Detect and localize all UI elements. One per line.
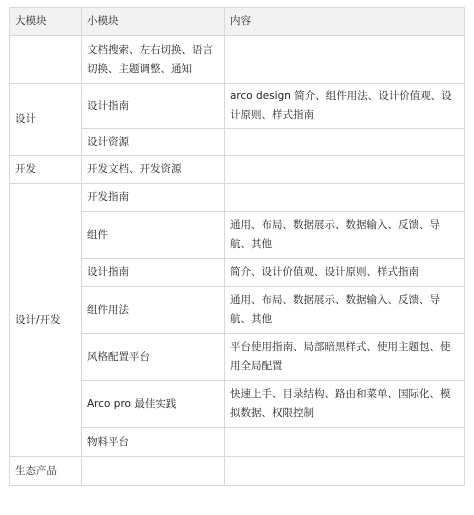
cell-sub-module: 开发文档、开发资源 — [82, 156, 225, 184]
cell-module: 开发 — [10, 156, 82, 184]
cell-sub-module: 设计资源 — [82, 129, 225, 156]
cell-sub-module: 开发指南 — [82, 184, 225, 212]
cell-content — [225, 156, 465, 184]
cell-sub-module: 风格配置平台 — [82, 334, 225, 381]
cell-sub-module: 组件用法 — [82, 287, 225, 334]
cell-sub-module: 文档搜索、左右切换、语言切换、主题调整、通知 — [82, 36, 225, 84]
table-header-row — [10, 8, 465, 36]
cell-content: 通用、布局、数据展示、数据输入、反馈、导航、其他 — [225, 287, 465, 334]
cell-module — [10, 36, 82, 84]
header-sub-module: 小模块 — [82, 8, 225, 36]
cell-module: 设计/开发 — [10, 184, 82, 457]
cell-module: 设计 — [10, 84, 82, 156]
cell-module: 生态产品 — [10, 457, 82, 486]
table-row — [10, 184, 465, 212]
cell-sub-module: 物料平台 — [82, 428, 225, 457]
cell-content — [225, 129, 465, 156]
header-content: 内容 — [225, 8, 465, 36]
module-table — [9, 7, 465, 486]
table-row — [10, 457, 465, 486]
cell-content: 通用、布局、数据展示、数据输入、反馈、导航、其他 — [225, 212, 465, 259]
cell-content — [225, 457, 465, 486]
cell-content: 快速上手、目录结构、路由和菜单、国际化、模拟数据、权限控制 — [225, 381, 465, 428]
header-module: 大模块 — [10, 8, 82, 36]
cell-sub-module: 设计指南 — [82, 259, 225, 287]
cell-sub-module — [82, 457, 225, 486]
cell-sub-module: 设计指南 — [82, 84, 225, 129]
cell-sub-module: 组件 — [82, 212, 225, 259]
cell-content — [225, 36, 465, 84]
cell-content — [225, 184, 465, 212]
cell-content: 简介、设计价值观、设计原则、样式指南 — [225, 259, 465, 287]
table-row — [10, 156, 465, 184]
table-row — [10, 84, 465, 129]
cell-content: arco design 简介、组件用法、设计价值观、设计原则、样式指南 — [225, 84, 465, 129]
cell-content — [225, 428, 465, 457]
cell-content: 平台使用指南、局部暗黑样式、使用主题包、使用全局配置 — [225, 334, 465, 381]
table-row — [10, 36, 465, 84]
cell-sub-module: Arco pro 最佳实践 — [82, 381, 225, 428]
